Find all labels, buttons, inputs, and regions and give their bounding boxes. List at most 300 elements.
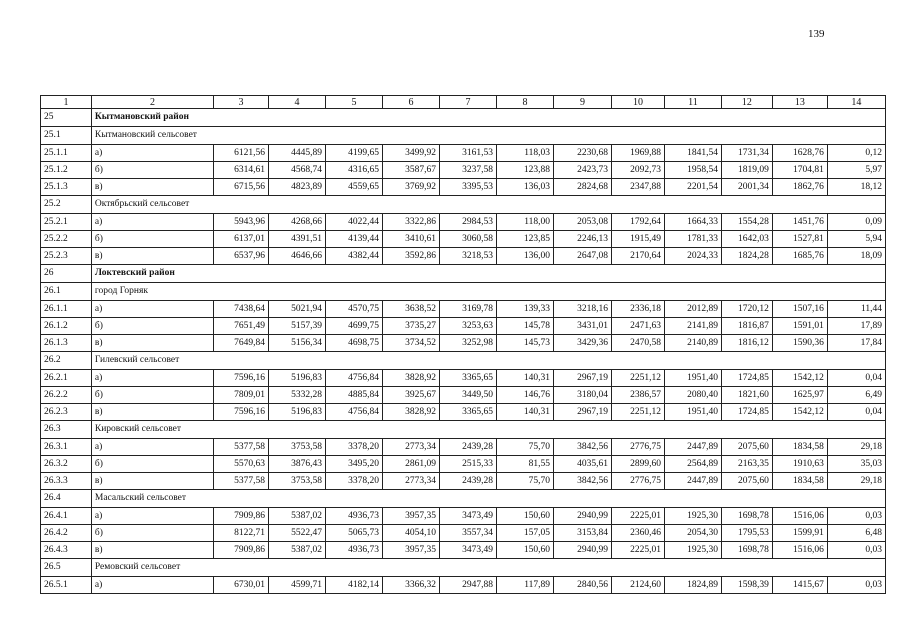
value-cell: 5021,94 [269, 301, 326, 318]
value-cell: 4936,73 [326, 508, 383, 525]
value-cell: 3431,01 [554, 318, 612, 335]
value-cell: 2470,58 [612, 335, 665, 352]
value-cell: 3753,58 [269, 473, 326, 490]
row-variant: а) [91, 145, 213, 162]
value-cell: 0,04 [827, 404, 885, 421]
value-cell: 1731,34 [721, 145, 772, 162]
row-code: 25.1.2 [41, 162, 92, 179]
value-cell: 3395,53 [440, 179, 497, 196]
value-cell: 1816,12 [721, 335, 772, 352]
column-number-cell: 14 [827, 96, 885, 109]
value-cell: 4022,44 [326, 214, 383, 231]
value-cell: 2940,99 [554, 542, 612, 559]
value-cell: 146,76 [497, 387, 554, 404]
value-cell: 123,85 [497, 231, 554, 248]
value-cell: 136,00 [497, 248, 554, 265]
table-row [41, 456, 886, 473]
value-cell: 1910,63 [772, 456, 827, 473]
row-variant: б) [91, 318, 213, 335]
value-cell: 2201,54 [664, 179, 721, 196]
value-cell: 4182,14 [326, 577, 383, 594]
value-cell: 3237,58 [440, 162, 497, 179]
value-cell: 2251,12 [612, 370, 665, 387]
row-variant: а) [91, 370, 213, 387]
value-cell: 0,03 [827, 577, 885, 594]
value-cell: 2075,60 [721, 439, 772, 456]
settlement-name: Октябрьский сельсовет [91, 196, 885, 214]
row-variant: в) [91, 335, 213, 352]
value-cell: 2824,68 [554, 179, 612, 196]
value-cell: 3378,20 [326, 439, 383, 456]
value-cell: 2940,99 [554, 508, 612, 525]
value-cell: 2225,01 [612, 542, 665, 559]
value-cell: 3429,36 [554, 335, 612, 352]
tariff-table [40, 95, 886, 594]
column-number-cell: 12 [721, 96, 772, 109]
district-number: 26 [41, 265, 92, 283]
value-cell: 0,09 [827, 214, 885, 231]
value-cell: 3322,86 [383, 214, 440, 231]
value-cell: 1591,01 [772, 318, 827, 335]
value-cell: 5157,39 [269, 318, 326, 335]
value-cell: 3218,53 [440, 248, 497, 265]
value-cell: 2347,88 [612, 179, 665, 196]
column-number-cell: 4 [269, 96, 326, 109]
row-code: 25.2.3 [41, 248, 92, 265]
value-cell: 3366,32 [383, 577, 440, 594]
row-code: 26.5.1 [41, 577, 92, 594]
value-cell: 3587,67 [383, 162, 440, 179]
value-cell: 1819,09 [721, 162, 772, 179]
table-row [41, 179, 886, 196]
value-cell: 5065,73 [326, 525, 383, 542]
value-cell: 2251,12 [612, 404, 665, 421]
value-cell: 2124,60 [612, 577, 665, 594]
row-code: 26.2.3 [41, 404, 92, 421]
value-cell: 5,97 [827, 162, 885, 179]
value-cell: 2360,46 [612, 525, 665, 542]
value-cell: 4268,66 [269, 214, 326, 231]
value-cell: 4382,44 [326, 248, 383, 265]
row-code: 25.2.2 [41, 231, 92, 248]
value-cell: 35,03 [827, 456, 885, 473]
value-cell: 5522,47 [269, 525, 326, 542]
value-cell: 1542,12 [772, 370, 827, 387]
value-cell: 1792,64 [612, 214, 665, 231]
value-cell: 3180,04 [554, 387, 612, 404]
value-cell: 3365,65 [440, 404, 497, 421]
settlement-row [41, 283, 886, 301]
value-cell: 2861,09 [383, 456, 440, 473]
value-cell: 5156,34 [269, 335, 326, 352]
table-row [41, 318, 886, 335]
value-cell: 7596,16 [214, 370, 269, 387]
row-variant: б) [91, 525, 213, 542]
value-cell: 6,48 [827, 525, 885, 542]
value-cell: 1664,33 [664, 214, 721, 231]
settlement-row [41, 352, 886, 370]
settlement-row [41, 196, 886, 214]
value-cell: 1724,85 [721, 404, 772, 421]
value-cell: 136,03 [497, 179, 554, 196]
value-cell: 3735,27 [383, 318, 440, 335]
district-row [41, 109, 886, 127]
value-cell: 4199,65 [326, 145, 383, 162]
table-row [41, 162, 886, 179]
value-cell: 150,60 [497, 542, 554, 559]
value-cell: 3957,35 [383, 508, 440, 525]
value-cell: 3473,49 [440, 542, 497, 559]
value-cell: 2012,89 [664, 301, 721, 318]
row-variant: б) [91, 162, 213, 179]
value-cell: 1599,91 [772, 525, 827, 542]
value-cell: 4570,75 [326, 301, 383, 318]
value-cell: 123,88 [497, 162, 554, 179]
value-cell: 1704,81 [772, 162, 827, 179]
table-row [41, 231, 886, 248]
value-cell: 2471,63 [612, 318, 665, 335]
table-row [41, 214, 886, 231]
value-cell: 2336,18 [612, 301, 665, 318]
value-cell: 7438,64 [214, 301, 269, 318]
value-cell: 5196,83 [269, 370, 326, 387]
value-cell: 3153,84 [554, 525, 612, 542]
value-cell: 2840,56 [554, 577, 612, 594]
value-cell: 3769,92 [383, 179, 440, 196]
row-code: 26.4.3 [41, 542, 92, 559]
row-code: 26.4.1 [41, 508, 92, 525]
value-cell: 2054,30 [664, 525, 721, 542]
table-row [41, 387, 886, 404]
table-row [41, 335, 886, 352]
value-cell: 1951,40 [664, 370, 721, 387]
column-number-cell: 5 [326, 96, 383, 109]
value-cell: 1821,60 [721, 387, 772, 404]
value-cell: 6730,01 [214, 577, 269, 594]
value-cell: 6314,61 [214, 162, 269, 179]
value-cell: 2092,73 [612, 162, 665, 179]
value-cell: 7651,49 [214, 318, 269, 335]
row-code: 25.1.1 [41, 145, 92, 162]
value-cell: 4316,65 [326, 162, 383, 179]
district-row [41, 265, 886, 283]
value-cell: 4599,71 [269, 577, 326, 594]
value-cell: 3753,58 [269, 439, 326, 456]
value-cell: 3734,52 [383, 335, 440, 352]
value-cell: 3365,65 [440, 370, 497, 387]
value-cell: 5,94 [827, 231, 885, 248]
page-number: 139 [808, 28, 825, 40]
value-cell: 81,55 [497, 456, 554, 473]
table-row [41, 439, 886, 456]
value-cell: 3410,61 [383, 231, 440, 248]
column-number-cell: 2 [91, 96, 213, 109]
value-cell: 1951,40 [664, 404, 721, 421]
value-cell: 3495,20 [326, 456, 383, 473]
value-cell: 4699,75 [326, 318, 383, 335]
row-code: 26.1.3 [41, 335, 92, 352]
table-row [41, 473, 886, 490]
value-cell: 3876,43 [269, 456, 326, 473]
settlement-row [41, 421, 886, 439]
value-cell: 4054,10 [383, 525, 440, 542]
row-variant: б) [91, 231, 213, 248]
value-cell: 2246,13 [554, 231, 612, 248]
value-cell: 1969,88 [612, 145, 665, 162]
value-cell: 2230,68 [554, 145, 612, 162]
value-cell: 4568,74 [269, 162, 326, 179]
value-cell: 150,60 [497, 508, 554, 525]
value-cell: 2967,19 [554, 404, 612, 421]
column-number-cell: 8 [497, 96, 554, 109]
value-cell: 1516,06 [772, 542, 827, 559]
value-cell: 75,70 [497, 439, 554, 456]
value-cell: 5377,58 [214, 473, 269, 490]
value-cell: 2141,89 [664, 318, 721, 335]
row-code: 26.3.1 [41, 439, 92, 456]
value-cell: 5387,02 [269, 508, 326, 525]
value-cell: 7809,01 [214, 387, 269, 404]
row-variant: а) [91, 214, 213, 231]
district-name: Локтевский район [91, 265, 885, 283]
value-cell: 2170,64 [612, 248, 665, 265]
column-number-cell: 11 [664, 96, 721, 109]
row-code: 26.3.2 [41, 456, 92, 473]
value-cell: 1415,67 [772, 577, 827, 594]
value-cell: 4823,89 [269, 179, 326, 196]
district-name: Кытмановский район [91, 109, 885, 127]
table-row [41, 145, 886, 162]
value-cell: 6715,56 [214, 179, 269, 196]
value-cell: 4391,51 [269, 231, 326, 248]
row-code: 26.1.1 [41, 301, 92, 318]
value-cell: 1698,78 [721, 542, 772, 559]
row-variant: б) [91, 387, 213, 404]
value-cell: 5943,96 [214, 214, 269, 231]
value-cell: 1781,33 [664, 231, 721, 248]
table-row [41, 370, 886, 387]
value-cell: 1795,53 [721, 525, 772, 542]
value-cell: 1554,28 [721, 214, 772, 231]
value-cell: 3828,92 [383, 370, 440, 387]
value-cell: 75,70 [497, 473, 554, 490]
row-variant: в) [91, 179, 213, 196]
value-cell: 5332,28 [269, 387, 326, 404]
value-cell: 17,89 [827, 318, 885, 335]
row-code: 26.3.3 [41, 473, 92, 490]
row-code: 26.4.2 [41, 525, 92, 542]
table-row [41, 301, 886, 318]
value-cell: 5387,02 [269, 542, 326, 559]
value-cell: 2984,53 [440, 214, 497, 231]
value-cell: 1451,76 [772, 214, 827, 231]
value-cell: 1824,28 [721, 248, 772, 265]
value-cell: 3557,34 [440, 525, 497, 542]
value-cell: 3169,78 [440, 301, 497, 318]
column-number-cell: 1 [41, 96, 92, 109]
settlement-row [41, 559, 886, 577]
row-code: 26.1.2 [41, 318, 92, 335]
value-cell: 0,04 [827, 370, 885, 387]
settlement-name: Масальский сельсовет [91, 490, 885, 508]
value-cell: 3378,20 [326, 473, 383, 490]
value-cell: 4445,89 [269, 145, 326, 162]
value-cell: 139,33 [497, 301, 554, 318]
value-cell: 2439,28 [440, 439, 497, 456]
value-cell: 4139,44 [326, 231, 383, 248]
value-cell: 5570,63 [214, 456, 269, 473]
value-cell: 1824,89 [664, 577, 721, 594]
table-header-row [41, 96, 886, 109]
column-number-cell: 13 [772, 96, 827, 109]
column-number-cell: 9 [554, 96, 612, 109]
settlement-number: 26.1 [41, 283, 92, 301]
column-number-cell: 10 [612, 96, 665, 109]
table-row [41, 542, 886, 559]
value-cell: 6137,01 [214, 231, 269, 248]
value-cell: 3499,92 [383, 145, 440, 162]
table-row [41, 577, 886, 594]
value-cell: 6537,96 [214, 248, 269, 265]
value-cell: 2439,28 [440, 473, 497, 490]
value-cell: 2776,75 [612, 473, 665, 490]
value-cell: 1834,58 [772, 473, 827, 490]
value-cell: 4756,84 [326, 370, 383, 387]
value-cell: 2423,73 [554, 162, 612, 179]
settlement-name: Кытмановский сельсовет [91, 127, 885, 145]
column-number-cell: 3 [214, 96, 269, 109]
value-cell: 2947,88 [440, 577, 497, 594]
value-cell: 1598,39 [721, 577, 772, 594]
row-variant: а) [91, 508, 213, 525]
value-cell: 140,31 [497, 370, 554, 387]
value-cell: 7909,86 [214, 508, 269, 525]
settlement-number: 26.3 [41, 421, 92, 439]
value-cell: 2001,34 [721, 179, 772, 196]
value-cell: 118,00 [497, 214, 554, 231]
value-cell: 8122,71 [214, 525, 269, 542]
value-cell: 0,03 [827, 508, 885, 525]
value-cell: 3957,35 [383, 542, 440, 559]
value-cell: 2967,19 [554, 370, 612, 387]
value-cell: 7649,84 [214, 335, 269, 352]
value-cell: 1720,12 [721, 301, 772, 318]
settlement-row [41, 127, 886, 145]
value-cell: 0,12 [827, 145, 885, 162]
value-cell: 18,09 [827, 248, 885, 265]
value-cell: 5377,58 [214, 439, 269, 456]
settlement-number: 26.5 [41, 559, 92, 577]
value-cell: 1642,03 [721, 231, 772, 248]
value-cell: 1685,76 [772, 248, 827, 265]
row-code: 25.2.1 [41, 214, 92, 231]
row-variant: б) [91, 456, 213, 473]
table-row [41, 404, 886, 421]
value-cell: 2515,33 [440, 456, 497, 473]
value-cell: 1862,76 [772, 179, 827, 196]
value-cell: 18,12 [827, 179, 885, 196]
settlement-number: 26.2 [41, 352, 92, 370]
value-cell: 2140,89 [664, 335, 721, 352]
value-cell: 7909,86 [214, 542, 269, 559]
row-variant: а) [91, 577, 213, 594]
table-row [41, 508, 886, 525]
row-variant: в) [91, 404, 213, 421]
value-cell: 4936,73 [326, 542, 383, 559]
value-cell: 4756,84 [326, 404, 383, 421]
row-code: 25.1.3 [41, 179, 92, 196]
value-cell: 3925,67 [383, 387, 440, 404]
value-cell: 1834,58 [772, 439, 827, 456]
value-cell: 2647,08 [554, 248, 612, 265]
value-cell: 1590,36 [772, 335, 827, 352]
value-cell: 2053,08 [554, 214, 612, 231]
value-cell: 1841,54 [664, 145, 721, 162]
value-cell: 118,03 [497, 145, 554, 162]
value-cell: 2776,75 [612, 439, 665, 456]
value-cell: 6121,56 [214, 145, 269, 162]
value-cell: 2447,89 [664, 439, 721, 456]
value-cell: 1816,87 [721, 318, 772, 335]
value-cell: 4698,75 [326, 335, 383, 352]
value-cell: 1915,49 [612, 231, 665, 248]
value-cell: 4885,84 [326, 387, 383, 404]
settlement-name: Кировский сельсовет [91, 421, 885, 439]
value-cell: 0,03 [827, 542, 885, 559]
value-cell: 140,31 [497, 404, 554, 421]
value-cell: 2075,60 [721, 473, 772, 490]
row-variant: в) [91, 542, 213, 559]
value-cell: 1628,76 [772, 145, 827, 162]
value-cell: 2225,01 [612, 508, 665, 525]
value-cell: 1625,97 [772, 387, 827, 404]
row-code: 26.2.1 [41, 370, 92, 387]
value-cell: 1925,30 [664, 508, 721, 525]
value-cell: 3253,63 [440, 318, 497, 335]
district-number: 25 [41, 109, 92, 127]
value-cell: 4646,66 [269, 248, 326, 265]
row-variant: а) [91, 439, 213, 456]
value-cell: 145,73 [497, 335, 554, 352]
value-cell: 1542,12 [772, 404, 827, 421]
value-cell: 3842,56 [554, 473, 612, 490]
column-number-cell: 6 [383, 96, 440, 109]
value-cell: 145,78 [497, 318, 554, 335]
value-cell: 6,49 [827, 387, 885, 404]
value-cell: 2080,40 [664, 387, 721, 404]
settlement-name: Гилевский сельсовет [91, 352, 885, 370]
value-cell: 1724,85 [721, 370, 772, 387]
table-row [41, 525, 886, 542]
settlement-name: Ремовский сельсовет [91, 559, 885, 577]
value-cell: 3592,86 [383, 248, 440, 265]
row-variant: в) [91, 248, 213, 265]
value-cell: 3842,56 [554, 439, 612, 456]
value-cell: 1925,30 [664, 542, 721, 559]
settlement-name: город Горняк [91, 283, 885, 301]
value-cell: 1698,78 [721, 508, 772, 525]
value-cell: 11,44 [827, 301, 885, 318]
value-cell: 1516,06 [772, 508, 827, 525]
value-cell: 2386,57 [612, 387, 665, 404]
value-cell: 7596,16 [214, 404, 269, 421]
value-cell: 1958,54 [664, 162, 721, 179]
row-variant: в) [91, 473, 213, 490]
value-cell: 157,05 [497, 525, 554, 542]
value-cell: 1527,81 [772, 231, 827, 248]
table-row [41, 248, 886, 265]
value-cell: 4559,65 [326, 179, 383, 196]
